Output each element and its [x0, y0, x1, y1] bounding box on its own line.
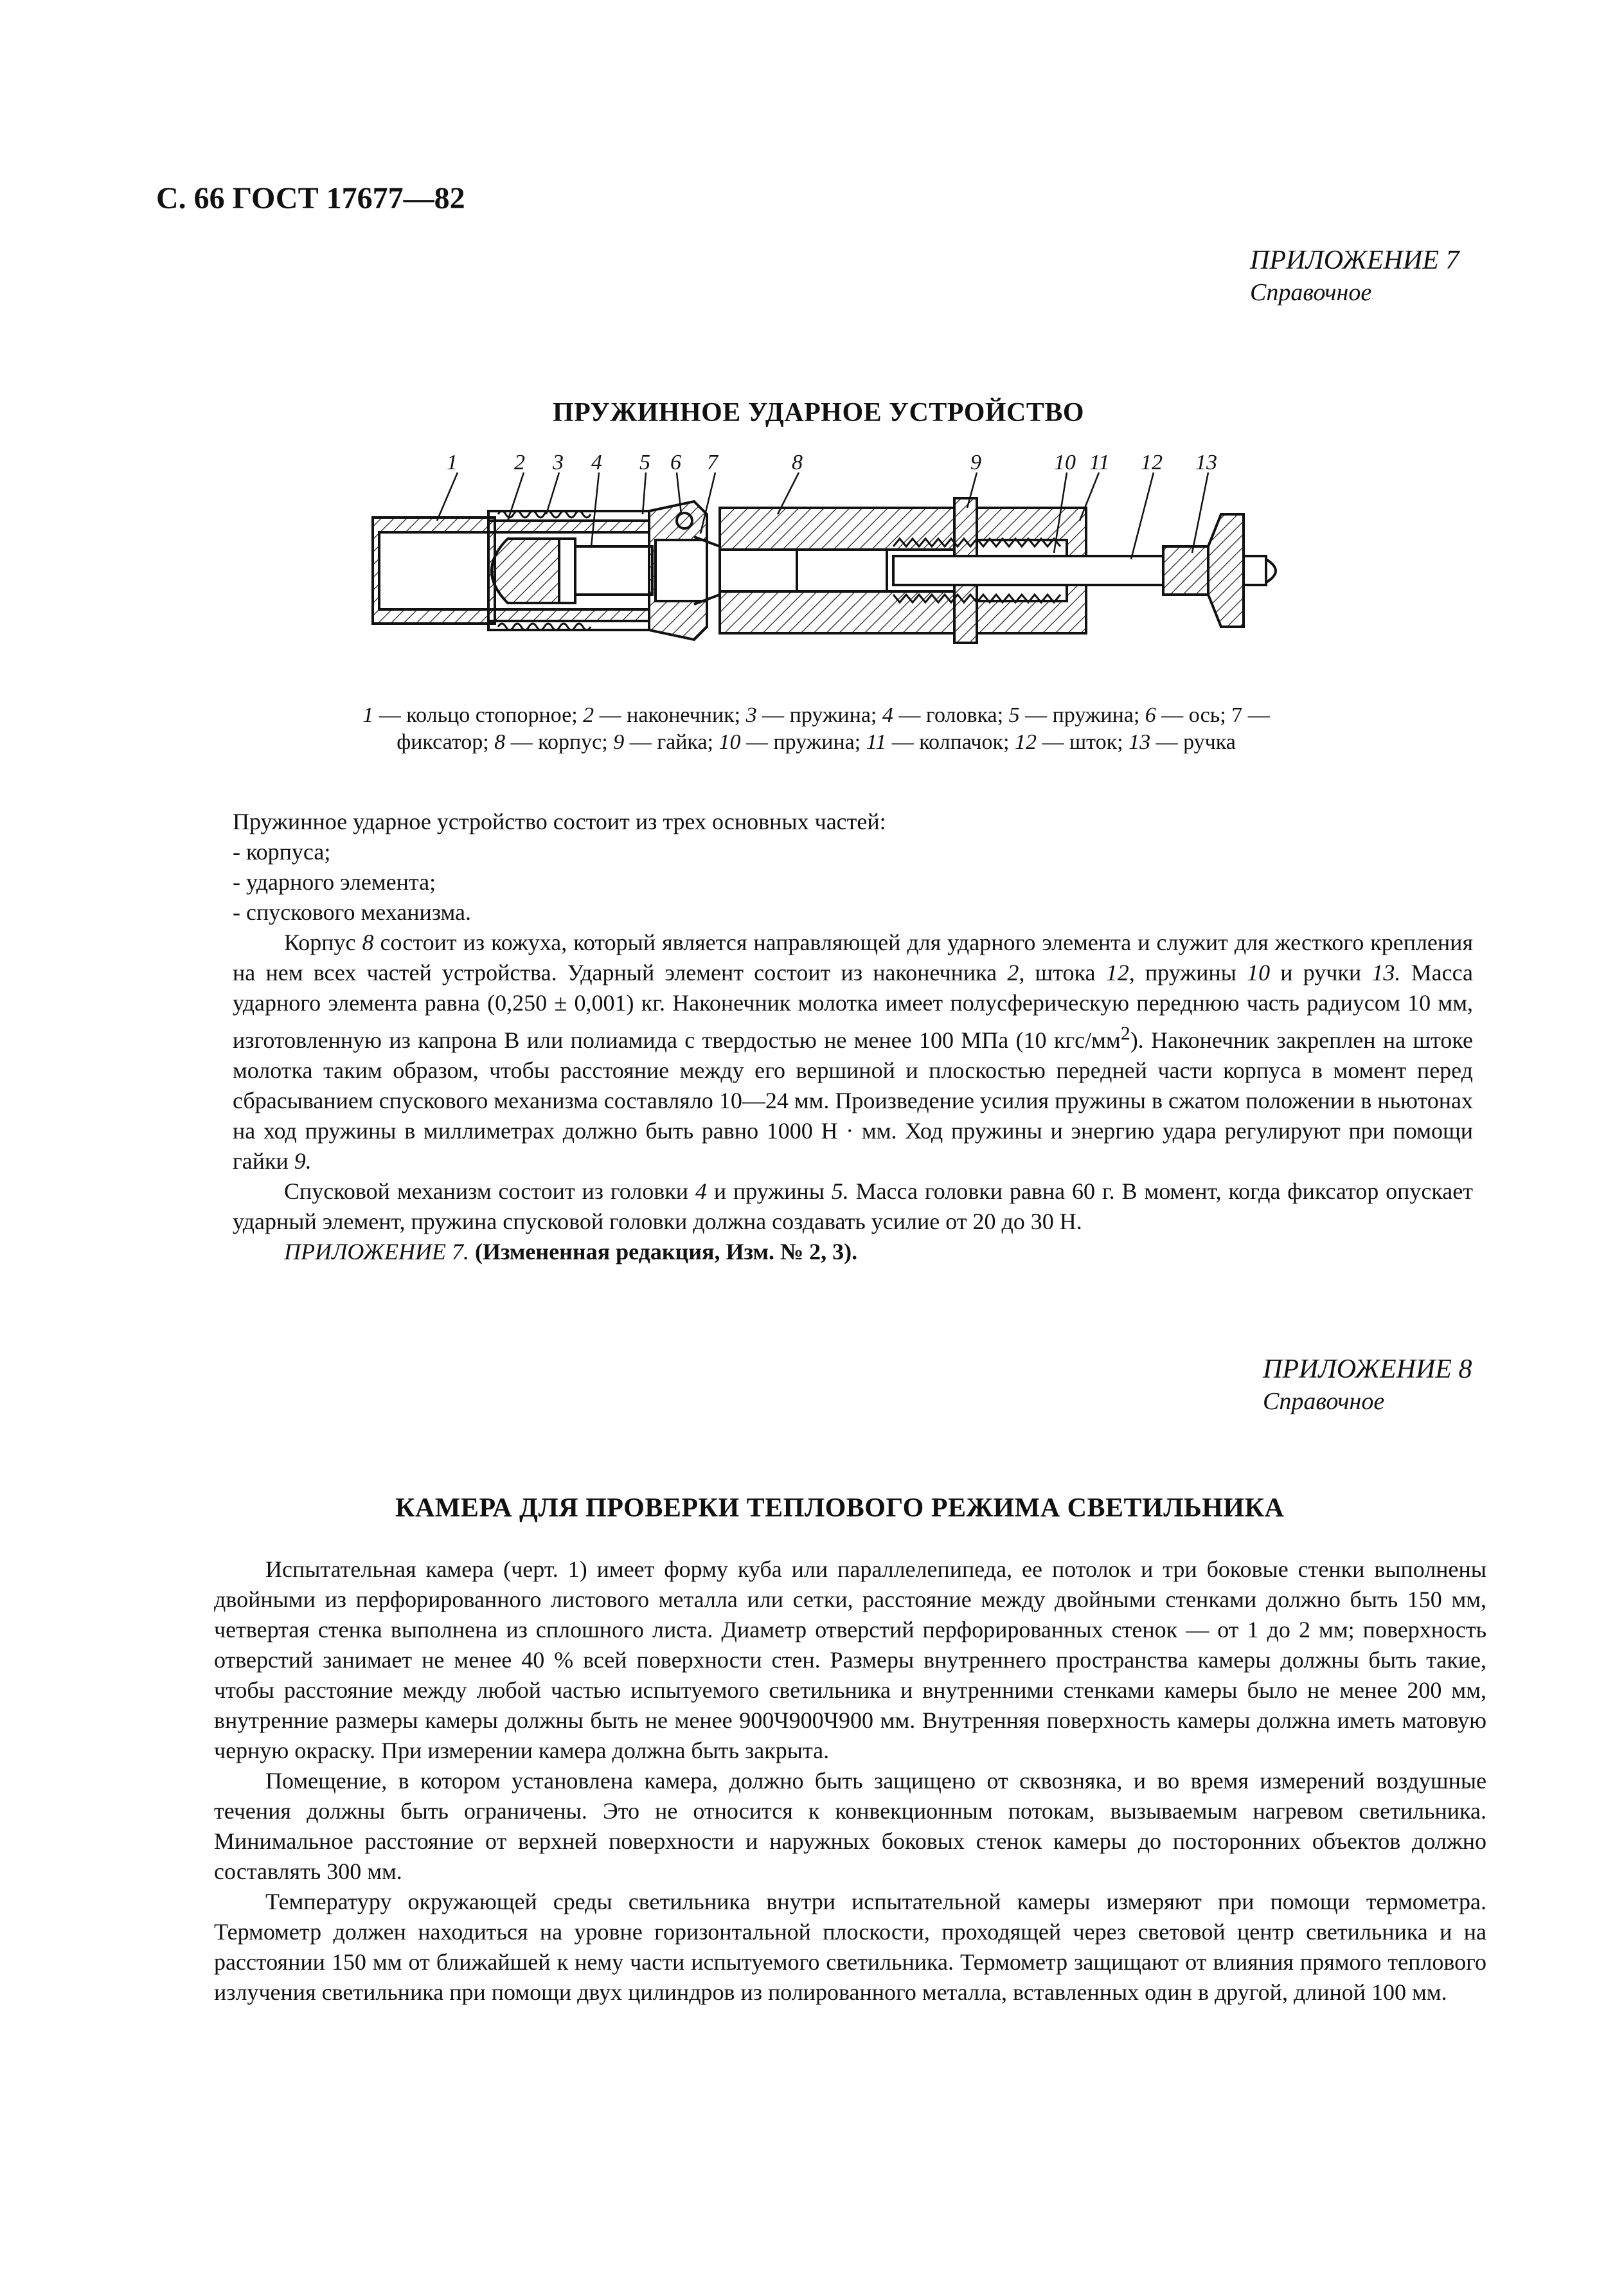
legend-item: 6 — ось; — [1145, 703, 1226, 727]
legend-item: 4 — головка; — [882, 703, 1004, 727]
list-item: - корпуса; — [233, 839, 331, 865]
rod-part — [893, 556, 1163, 585]
part-number-7: 7 — [707, 451, 718, 474]
list-item: - ударного элемента; — [233, 869, 436, 895]
part-number-5: 5 — [639, 451, 650, 474]
legend-item: 12 — шток; — [1015, 730, 1123, 754]
legend-item: 8 — корпус; — [494, 730, 608, 754]
tip-part — [492, 539, 559, 603]
part-number-12: 12 — [1141, 451, 1163, 474]
body-paragraph: Помещение, в котором установлена камера, должно быть защищено от сквозняка, и во время измерений воздушные течения должны быть ограничены. Это не относится к конвекционным потокам, вызываемым нагревом светильника. Минимальное расстояние от верхней поверхности и наружных боковых стенок камеры до посторонних объектов должно составлять 300 мм. — [214, 1768, 1486, 1884]
part-number-13: 13 — [1195, 451, 1217, 474]
legend-item: 11 — колпачок; — [866, 730, 1010, 754]
body-paragraph: Спусковой механизм состоит из головки 4 и пружины 5. Масса головки равна 60 г. В момент, когда фиксатор опускает ударный элемент, пружина спусковой головки должна создавать усилие от 20 до 30 Н. — [233, 1178, 1473, 1234]
legend-item: 13 — ручка — [1129, 730, 1236, 754]
legend-item: 7 — фиксатор; — [397, 703, 1270, 754]
appendix7-label: ПРИЛОЖЕНИЕ 7 — [1250, 246, 1459, 275]
handle-hub — [1163, 546, 1208, 595]
appendix8-title: КАМЕРА ДЛЯ ПРОВЕРКИ ТЕПЛОВОГО РЕЖИМА СВЕТИЛЬНИКА — [395, 1493, 1285, 1523]
body-paragraph: Корпус 8 состоит из кожуха, который является направляющей для ударного элемента и служит для жесткого крепления на нем всех частей устройства. Ударный элемент состоит из наконечника 2, штока 12, пружины 10 и ручки 13. Масса ударного элемента равна (0,250 ± 0,001) кг. Наконечник молотка имеет полусферическую переднюю часть радиусом 10 мм, изготовленную из капрона В или полиамида с твердостью не менее 100 МПа (10 кгс/$мм^2$). Наконечник закреплен на штоке молотка таким образом, чтобы расстояние между его вершиной и плоскостью передней части корпуса в момент перед сбрасыванием спускового механизма составляло 10—24 мм. Произведение усилия пружины в сжатом положении в ньютонах на ход пружины в миллиметрах должно быть равно 1000 Н · мм. Ход пружины и энергию удара регулируют при помощи гайки 9. — [233, 930, 1473, 1174]
part-number-9: 9 — [970, 451, 981, 474]
list-item: - спускового механизма. — [233, 899, 472, 925]
part-number-11: 11 — [1089, 451, 1110, 474]
body-paragraph: Температуру окружающей среды светильника внутри испытательной камеры измеряют при помощи термометра. Термометр должен находиться на уровне горизонтальной плоскости, проходящей через световой центр светильника и на расстоянии 150 мм от ближайшей к нему части испытуемого светильника. Термометр защищают от влияния прямого теплового излучения светильника при помощи двух цилиндров из полированного металла, вставленных один в другой, длиной 100 мм. — [214, 1889, 1486, 2005]
appendix7-title: ПРУЖИННОЕ УДАРНОЕ УСТРОЙСТВО — [553, 398, 1085, 428]
drawing-legend — [347, 702, 1285, 756]
part-number-2: 2 — [514, 451, 525, 474]
appendix8-kind: Справочное — [1263, 1388, 1385, 1415]
intro-line: Пружинное ударное устройство состоит из трех основных частей: — [233, 809, 886, 834]
part-number-8: 8 — [792, 451, 803, 474]
legend-item: 9 — гайка; — [613, 730, 713, 754]
spring-hammer-drawing — [360, 450, 1311, 675]
legend-item: 2 — наконечник; — [583, 703, 741, 727]
appendix7-body — [233, 807, 1473, 1267]
legend-item: 1 — кольцо стопорное; — [362, 703, 578, 727]
part-number-6: 6 — [670, 451, 681, 474]
appendix8-label: ПРИЛОЖЕНИЕ 8 — [1263, 1354, 1472, 1384]
appendix7-kind: Справочное — [1250, 279, 1372, 306]
appendix7-heading — [1250, 244, 1459, 309]
appendix8-heading — [1263, 1353, 1472, 1418]
part-number-10: 10 — [1054, 451, 1076, 474]
part-number-1: 1 — [447, 451, 458, 474]
appendix8-body — [214, 1554, 1486, 2008]
handle-part — [1208, 514, 1244, 627]
body-paragraph: Испытательная камера (черт. 1) имеет форму куба или параллелепипеда, ее потолок и три боковые стенки выполнены двойными из перфорированного листового металла или сетки, расстояние между двойными стенками должно быть 150 мм, четвертая стенка выполнена из сплошного листа. Диаметр отверстий перфорированных стенок — от 1 до 2 мм; поверхность отверстий занимает не менее 40 % всей поверхности стен. Размеры внутреннего пространства камеры должны быть такие, чтобы расстояние между любой частью испытуемого светильника и внутренними стенками камеры было не менее 200 мм, внутренние размеры камеры должны быть не менее 900Ч900Ч900 мм. Внутренняя поверхность камеры должна иметь матовую черную окраску. При измерении камера должна быть закрыта. — [214, 1556, 1486, 1763]
page-header: С. 66 ГОСТ 17677—82 — [156, 181, 465, 215]
revision-note: ПРИЛОЖЕНИЕ 7. (Измененная редакция, Изм. № 2, 3). — [284, 1239, 858, 1264]
part-number-3: 3 — [553, 451, 564, 474]
legend-item: 10 — пружина; — [718, 730, 861, 754]
part-numbers — [447, 451, 1217, 474]
part-number-4: 4 — [591, 451, 602, 474]
legend-item: 3 — пружина; — [745, 703, 877, 727]
legend-item: 5 — пружина; — [1008, 703, 1140, 727]
